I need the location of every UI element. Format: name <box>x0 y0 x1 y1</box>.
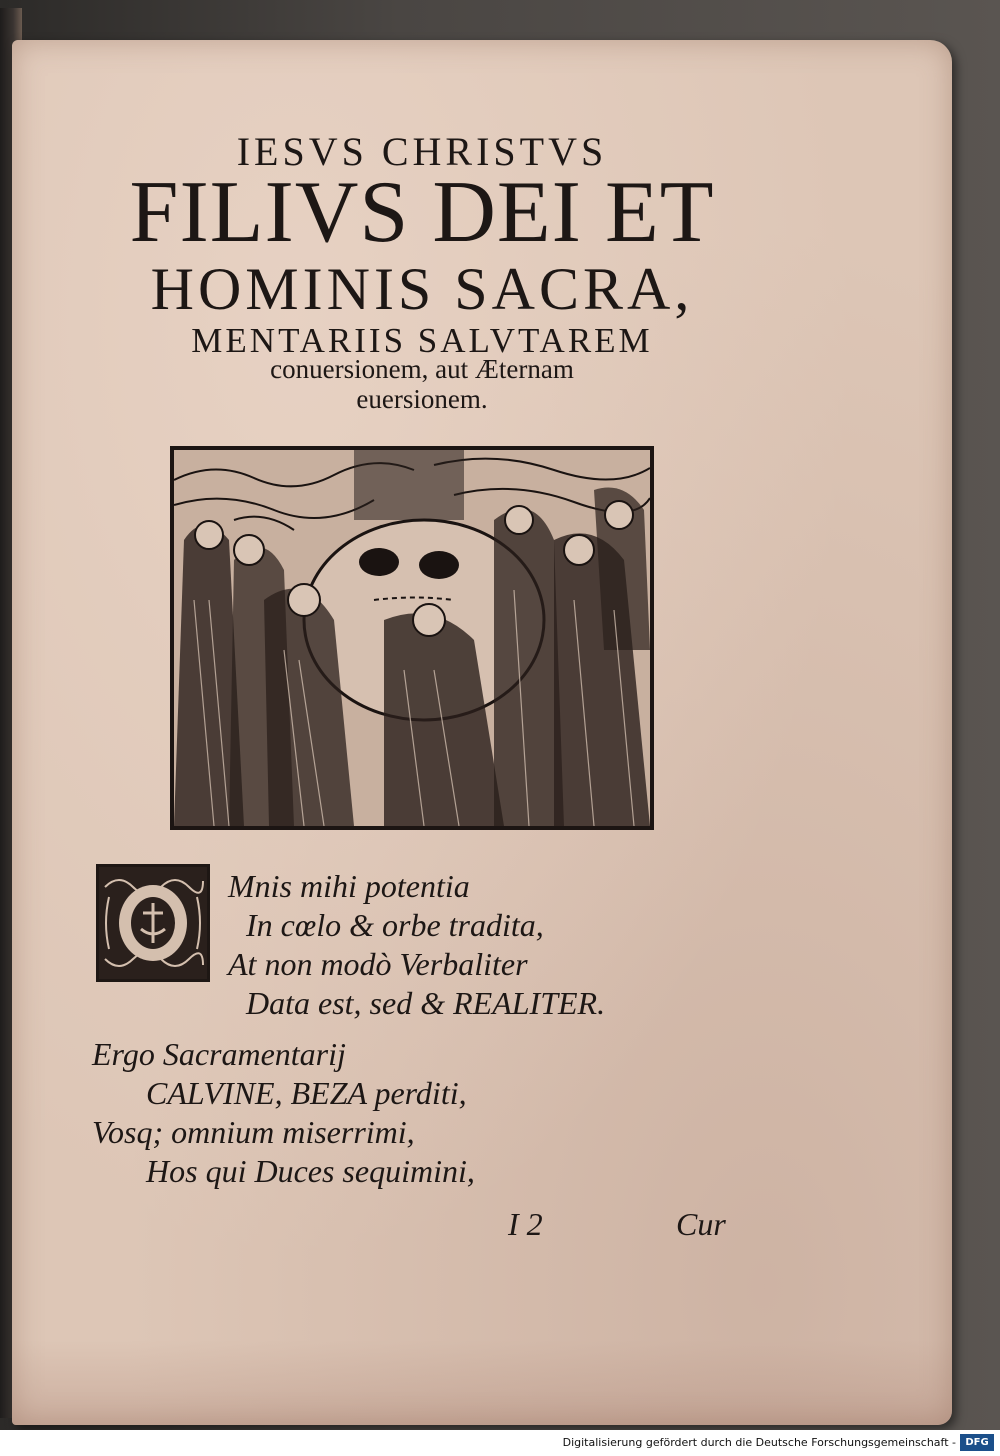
title-line-4: MENTARIIS SALVTAREM <box>191 321 653 360</box>
catchword: Cur <box>676 1206 726 1242</box>
title-line-1: IESVS CHRISTVS <box>236 129 608 174</box>
dfg-logo-icon[interactable]: DFG <box>960 1434 994 1451</box>
poem-line-3: At non modò Verbaliter <box>228 946 528 982</box>
poem-line-7: Vosq; omnium miserrimi, <box>92 1114 415 1150</box>
page-shading <box>12 1340 952 1425</box>
title-line-2: FILIVS DEI ET <box>129 164 715 261</box>
poem-line-5: Ergo Sacramentarij <box>92 1036 346 1072</box>
poem-line-8: Hos qui Duces sequimini, <box>146 1153 475 1189</box>
poem-line-1: Mnis mihi potentia <box>228 868 470 904</box>
poem-line-6: CALVINE, BEZA perditi, <box>146 1075 467 1111</box>
footer-credit: Digitalisierung gefördert durch die Deutsche Forschungsgemeinschaft - <box>562 1436 956 1449</box>
title-line-6: euersionem. <box>356 384 488 414</box>
decorated-initial-O-icon <box>96 864 210 982</box>
woodcut-ascension-scene-icon <box>170 446 654 830</box>
title-line-3: HOMINIS SACRA, <box>150 256 694 322</box>
poem-line-2: In cœlo & orbe tradita, <box>246 907 544 943</box>
poem-line-4: Data est, sed & REALITER. <box>246 985 606 1021</box>
signature-mark: I 2 <box>508 1206 543 1242</box>
title-line-5: conuersionem, aut Æternam <box>270 354 574 384</box>
